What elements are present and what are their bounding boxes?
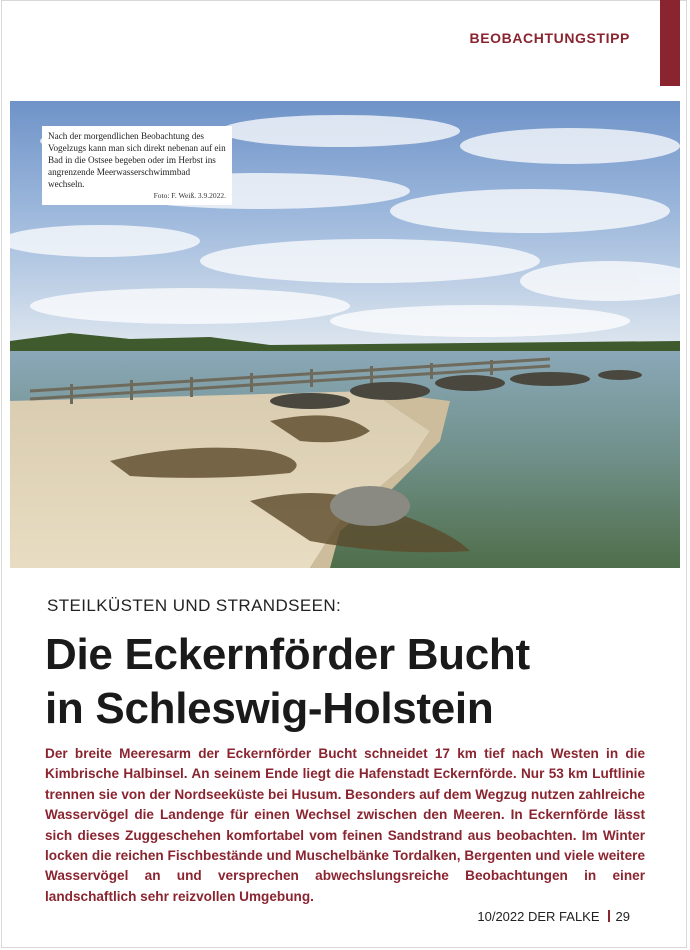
photo-caption xyxy=(42,126,232,205)
caption-text: Nach der morgendlichen Beobachtung des Vogelzugs kann man sich direkt nebenan auf ein Bad in die Ostsee begeben oder im Herbst ins angrenzende Meerwasserschwimmbad wechseln. xyxy=(48,131,226,189)
color-tab xyxy=(660,0,680,86)
article-title xyxy=(45,628,530,736)
magazine-name: DER FALKE xyxy=(528,909,600,924)
title-line-1: Die Eckernförder Bucht xyxy=(45,630,530,679)
title-line-2: in Schleswig-Holstein xyxy=(45,684,494,733)
article-subtitle: STEILKÜSTEN UND STRANDSEEN: xyxy=(47,596,342,615)
article-lead: Der breite Meeresarm der Eckernförder Bucht schneidet 17 km tief nach Westen in die Kimbrische Halbinsel. An seinem Ende liegt die Hafenstadt Eckernförde. Nur 53 km Luftlinie trennen sie von der Nordseeküste bei Husum. Besonders auf dem Wegzug nutzen zahlreiche Wasservögel die Landenge für einen Wechsel zwischen den Meeren. In Eckernförde lässt sich dieses Zuggeschehen komfortabel vom feinen Sandstrand aus beobachten. Im Winter locken die reichen Fischbestände und Muschelbänke Tordalken, Bergenten und viele weitere Wasservögel an und versprechen abwechslungsreiche Beobachtungen in einer landschaftlich sehr reizvollen Umgebung. xyxy=(45,746,645,904)
photo-credit: Foto: F. Weiß. 3.9.2022. xyxy=(153,191,226,200)
page-number: 29 xyxy=(615,909,630,924)
footer-separator xyxy=(608,910,610,922)
issue-number: 10/2022 xyxy=(477,909,525,924)
section-kicker: BEOBACHTUNGSTIPP xyxy=(469,30,630,46)
page-footer xyxy=(477,909,630,924)
